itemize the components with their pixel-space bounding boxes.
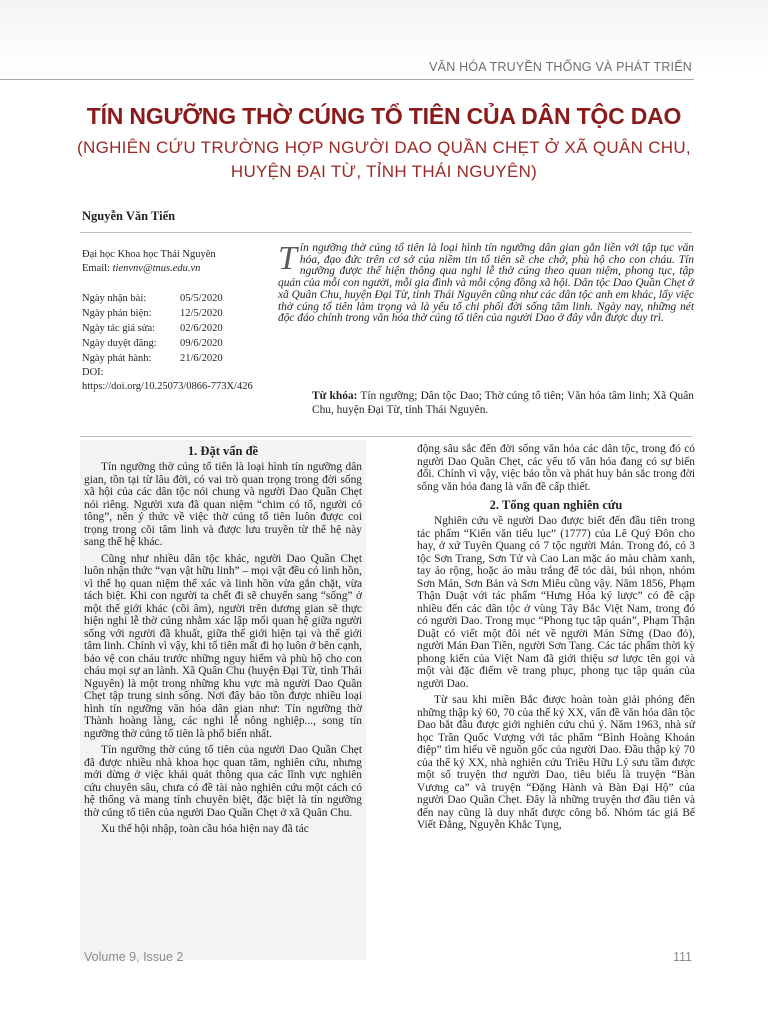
section-heading-2: 2. Tổng quan nghiên cứu (489, 498, 623, 512)
page-footer (80, 950, 692, 974)
paragraph: Nghiên cứu về người Dao được biết đến đầu tiên trong tác phẩm “Kiến văn tiểu lục” (1777) của Lê Quý Đôn cho hay, ở xứ Tuyên Quang có 7 tộc người Mán. Trong đó, có 3 tộc Sơn Trang, Sơn Tử và Cao Lan mặc áo màu chàm xanh, tay áo rộng, hoặc áo màu trắng để tóc dài, búi nhọn, nhóm Sơn Mán, Sơn Bản và Sơn Miêu cũng vậy. Năm 1856, Phạm Thận Duật với tác phẩm “Hưng Hóa ký lược” có đề cập nhiều đến các dân tộc ở vùng Tây Bắc Việt Nam, trong đó có người Dao. Trong mục “Phong tục tập quán”, Phạm Thận Duật có viết một đôi nét về người Mán Sừng (Dao đỏ), người Mán Đan Tiền, người Sơn Tang. Các tác phẩm thời kỳ phong kiến của Việt Nam đã giới thiệu sơ lược tên gọi và một vài đặc điểm về trang phục, phong tục tập quán của người Dao. (417, 515, 695, 690)
date-value: 02/6/2020 (180, 323, 223, 334)
date-row (82, 291, 223, 306)
keywords-label: Từ khóa: (312, 390, 358, 402)
page-number: 111 (672, 950, 692, 964)
article-subtitle: (NGHIÊN CỨU TRƯỜNG HỢP NGƯỜI DAO QUẦN CHẸT Ở XÃ QUÂN CHU, HUYỆN ĐẠI TỪ, TỈNH THÁI NGUYÊN) (77, 138, 691, 181)
paragraph: Tín ngưỡng thờ cúng tổ tiên của người Dao Quần Chẹt đã được nhiều nhà khoa học quan tâm, nghiên cứu, nhưng mới dừng ở việc khái quát thông qua các lĩnh vực nghiên cứu chuyên sâu, chưa có đề tài nào nghiên cứu một cách có hệ thống và mang tính chuyên biệt, đặc biệt là tín ngưỡng thờ cúng tổ tiên của người Dao Quần Chẹt ở xã Quân Chu. (84, 744, 362, 819)
email-label: Email: (82, 263, 110, 274)
right-column (417, 443, 695, 836)
abstract (278, 240, 694, 325)
date-value: 21/6/2020 (180, 353, 223, 364)
paragraph: Tín ngưỡng thờ cúng tổ tiên là loại hình tín ngưỡng dân gian, tồn tại từ lâu đời, có vai trò quan trọng trong đời sống xã hội của các dân tộc nói chung và người Dao Quần Chẹt nói riêng. Người xưa đã quan niệm “chim có tổ, người có tông”, nên ý thức về việc thờ cúng tổ tiên luôn được coi trọng trong cõi tâm linh và được lưu truyền từ thế hệ này sang thế hệ khác. (84, 461, 362, 548)
author-name: Nguyễn Văn Tiến (82, 209, 176, 223)
paragraph: Từ sau khi miền Bắc được hoàn toàn giải phóng đến những thập kỷ 60, 70 của thế kỷ XX, vấn đề văn hóa dân tộc Dao bắt đầu được giới nghiên cứu chú ý. Năm 1963, nhà sử học Trần Quốc Vượng với tác phẩm “Bình Hoàng Khoán điệp” tìm hiểu về nguồn gốc của người Dao. Đầu thập kỷ 70 của thế kỷ XX, nhà nghiên cứu Triều Hữu Lý sưu tầm được một số truyện thơ người Dao, tiêu biểu là truyện “Bàn Vương ca” và truyện “Đặng Hành và Bàn Đại Hộ” của người Dao Quần Chẹt. Đây là những truyện thơ đầu tiên và đến nay cũng là duy nhất được công bố. Nhóm tác giả Bế Viết Đẳng, Nguyễn Khắc Tụng, (417, 694, 695, 831)
body-rule (80, 436, 692, 437)
date-value: 09/6/2020 (180, 338, 223, 349)
paragraph: động sâu sắc đến đời sống văn hóa các dân tộc, trong đó có người Dao Quần Chẹt, các yếu tố văn hóa đang có sự biến đổi. Chính vì vậy, việc bảo tồn và phát huy bản sắc trong đời sống văn hóa đang là vấn đề cấp thiết. (417, 443, 695, 493)
paragraph: Cũng như nhiều dân tộc khác, người Dao Quần Chẹt luôn nhận thức “vạn vật hữu linh” – mọi vật đều có linh hồn, vì thế họ quan niệm thể xác và linh hồn vừa gắn chặt, vừa tách biệt. Khi con người ta chết đi sẽ chuyển sang “sống” ở một thế giới khác (cõi âm), người trên dương gian sẽ thực hiện nghi lễ thờ cúng nhằm xác lập mối quan hệ giữa người sống với người đã khuất, giữa thế giới hiện tại và thế giới tâm linh. Chính vì vậy, khi tổ tiên mất đi họ luôn ở bên cạnh, bảo vệ con cháu trước những nguy hiểm và phù hộ cho con cháu mọi sự an lành. Xã Quân Chu (huyện Đại Từ, tỉnh Thái Nguyên) là một trong những khu vực mà người Dao Quần Chẹt tập trung sinh sống. Nơi đây bảo tồn được nhiều loại hình tín ngưỡng văn hóa dân gian như: Tín ngưỡng thờ Thành hoàng làng, các nghi lễ nông nghiệp..., song tín ngưỡng thờ cúng tổ tiên là phổ biến nhất. (84, 552, 362, 740)
date-label: Ngày nhận bài: (82, 293, 147, 304)
keywords (312, 389, 694, 417)
date-label: Ngày phản biện: (82, 308, 152, 319)
header-rule (0, 79, 694, 80)
article-title: TÍN NGƯỠNG THỜ CÚNG TỔ TIÊN CỦA DÂN TỘC DAO (86, 103, 682, 129)
date-label: Ngày phát hành: (82, 353, 152, 364)
running-head: VĂN HÓA TRUYỀN THỐNG VÀ PHÁT TRIỂN (429, 60, 692, 74)
affiliation-block (82, 248, 216, 276)
date-label: Ngày duyệt đăng: (82, 338, 157, 349)
left-column (84, 443, 362, 840)
abstract-dropcap: T (278, 240, 297, 277)
doi-label: DOI: (82, 367, 104, 378)
email-line (82, 262, 216, 276)
author-rule (80, 232, 692, 233)
email-address[interactable]: tienvnv@tnus.edu.vn (112, 263, 201, 274)
affiliation: Đại học Khoa học Thái Nguyên (82, 249, 216, 260)
date-row (82, 321, 223, 336)
date-label: Ngày tác giả sửa: (82, 323, 156, 334)
doi-block (82, 366, 253, 394)
keywords-text: Tín ngưỡng; Dân tộc Dao; Thờ cúng tổ tiên; Văn hóa tâm linh; Xã Quân Chu, huyện Đại Từ, tỉnh Thái Nguyên. (312, 390, 694, 416)
date-row (82, 306, 223, 321)
volume-issue: Volume 9, Issue 2 (84, 950, 184, 964)
abstract-text: ín ngưỡng thờ cúng tổ tiên là loại hình tín ngưỡng dân gian gắn liền với tập tục văn hóa, đạo đức trên cơ sở của niềm tin tổ tiên sẽ che chở, phù hộ cho con cháu. Tín ngưỡng được thể hiện thông qua nghi lễ thờ cúng theo quan niệm, phong tục, tập quán của mỗi con người, mỗi gia đình và mỗi cộng đồng xã hội. Dân tộc Dao Quần Chẹt ở xã Quân Chu, huyện Đại Từ, tỉnh Thái Nguyên cũng như các dân tộc anh em khác, lấy việc thờ cúng tổ tiên làm trọng và là yếu tố chi phối đời sống tâm linh. Ngày nay, những nét độc đáo chính trong văn hóa thờ cúng tổ tiên của người Dao ở đây vẫn được duy trì. (278, 242, 694, 325)
dates-block (82, 291, 223, 366)
section-heading-1: 1. Đặt vấn đề (187, 444, 259, 458)
date-value: 12/5/2020 (180, 308, 223, 319)
date-row (82, 351, 223, 366)
paragraph: Xu thế hội nhập, toàn cầu hóa hiện nay đã tác (101, 823, 309, 835)
date-row (82, 336, 223, 351)
doi-link[interactable]: https://doi.org/10.25073/0866-773X/426 (82, 381, 253, 392)
date-value: 05/5/2020 (180, 293, 223, 304)
